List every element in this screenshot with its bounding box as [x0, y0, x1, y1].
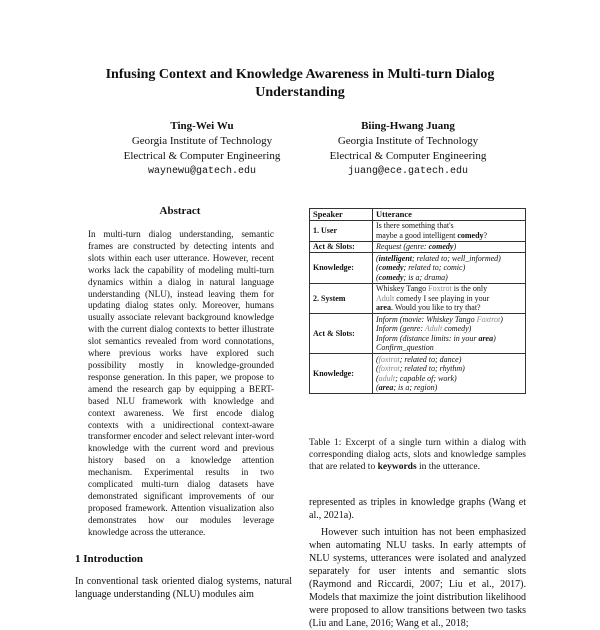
- author-department: Electrical & Computer Engineering: [329, 150, 487, 162]
- author-name: Ting-Wei Wu: [170, 120, 234, 132]
- table-row: [310, 283, 526, 314]
- speaker-system: 2. System: [310, 283, 373, 314]
- table-header-utterance: Utterance: [373, 209, 526, 221]
- knowledge-label: Knowledge:: [310, 253, 373, 284]
- author-email: waynewu@gatech.edu: [147, 166, 257, 177]
- title-line-1: Infusing Context and Knowledge Awareness in Multi-turn Dialog: [105, 67, 495, 82]
- knowledge-label: Knowledge:: [310, 354, 373, 394]
- acts-label: Act & Slots:: [310, 314, 373, 354]
- example-table: [309, 208, 526, 394]
- author-affiliation: Georgia Institute of Technology: [131, 135, 273, 147]
- title-line-2: Understanding: [255, 85, 345, 100]
- table-row: [310, 253, 526, 284]
- speaker-user: 1. User: [310, 220, 373, 241]
- system-acts: Inform (movie: Whiskey Tango Foxtrot) Inform (genre: Adult comedy) Inform (distance limits: in your area) Confirm_question: [373, 314, 526, 354]
- paragraph: However such intuition has not been emphasized when automating NLU tasks. In early attempts of NLU systems, utterances were isolated and analyzed separately for user intents and semantic slots (Raymond and Riccardi, 2007; Liu et al., 2017). Models that maximize the joint distribution likelihood were proposed to allow transitions between two tasks (Liu and Lane, 2016; Wang et al., 2018;: [309, 527, 526, 629]
- author-email: juang@ece.gatech.edu: [347, 166, 469, 177]
- user-knowledge: (intelligent; related to; well_informed) (comedy; related to; comic) (comedy; is a; drama): [373, 253, 526, 284]
- table-row: [310, 354, 526, 394]
- abstract-heading: Abstract: [159, 205, 201, 217]
- author-name: Biing-Hwang Juang: [361, 120, 455, 132]
- right-column-text: [309, 496, 526, 630]
- author-department: Electrical & Computer Engineering: [123, 150, 281, 162]
- user-acts: Request (genre: comedy): [373, 241, 526, 253]
- table-caption: Table 1: Excerpt of a single turn within a dialog with corresponding dialog acts, slots and knowledge samples that are related to keywords in the utterance.: [309, 438, 526, 472]
- user-utterance: Is there something that's maybe a good intelligent comedy?: [373, 220, 526, 241]
- introduction-heading: 1 Introduction: [75, 553, 143, 565]
- table-row: [310, 220, 526, 241]
- author-affiliation: Georgia Institute of Technology: [337, 135, 479, 147]
- acts-label: Act & Slots:: [310, 241, 373, 253]
- table-header-speaker: Speaker: [310, 209, 373, 221]
- introduction-text: In conventional task oriented dialog systems, natural language understanding (NLU) modules aim: [75, 576, 292, 600]
- table-row: [310, 314, 526, 354]
- paragraph: represented as triples in knowledge graphs (Wang et al., 2021a).: [309, 497, 526, 521]
- paper-title: [60, 66, 540, 102]
- system-utterance: Whiskey Tango Foxtrot is the only Adult comedy I see playing in your area. Would you like to try that?: [373, 283, 526, 314]
- table-row: [310, 241, 526, 253]
- system-knowledge: (foxtrot; related to; dance) (foxtrot; related to; rhythm) (adult; capable of; work) (area; is a; region): [373, 354, 526, 394]
- author-block-1: [92, 119, 312, 179]
- abstract-text: In multi-turn dialog understanding, semantic frames are constructed by detecting intents and slots within each user utterance. However, recent works lack the capability of modeling multi-turn dynamics within a dialog in natural language understanding (NLU), instead leaving them for updating dialog states only. Moreover, humans usually associate relevant background knowledge with the current dialog contexts to better illustrate slot semantics revealed from word connotations, where previous works have explored such possibility mostly in knowledge-grounded response generation. In this paper, we propose to amend the research gap by equipping a BERT-based NLU framework with knowledge and context awareness. We first encode dialog contexts with a unidirectional context-aware transformer encoder and select relevant inter-word knowledge with the current word and previous history based on a knowledge attention mechanism. Experimental results in two complicated multi-turn dialog datasets have demonstrated significant improvements of our proposed framework. Attention visualization also demonstrates how our modules leverage knowledge across the utterance.: [88, 229, 274, 537]
- author-block-2: [298, 119, 518, 179]
